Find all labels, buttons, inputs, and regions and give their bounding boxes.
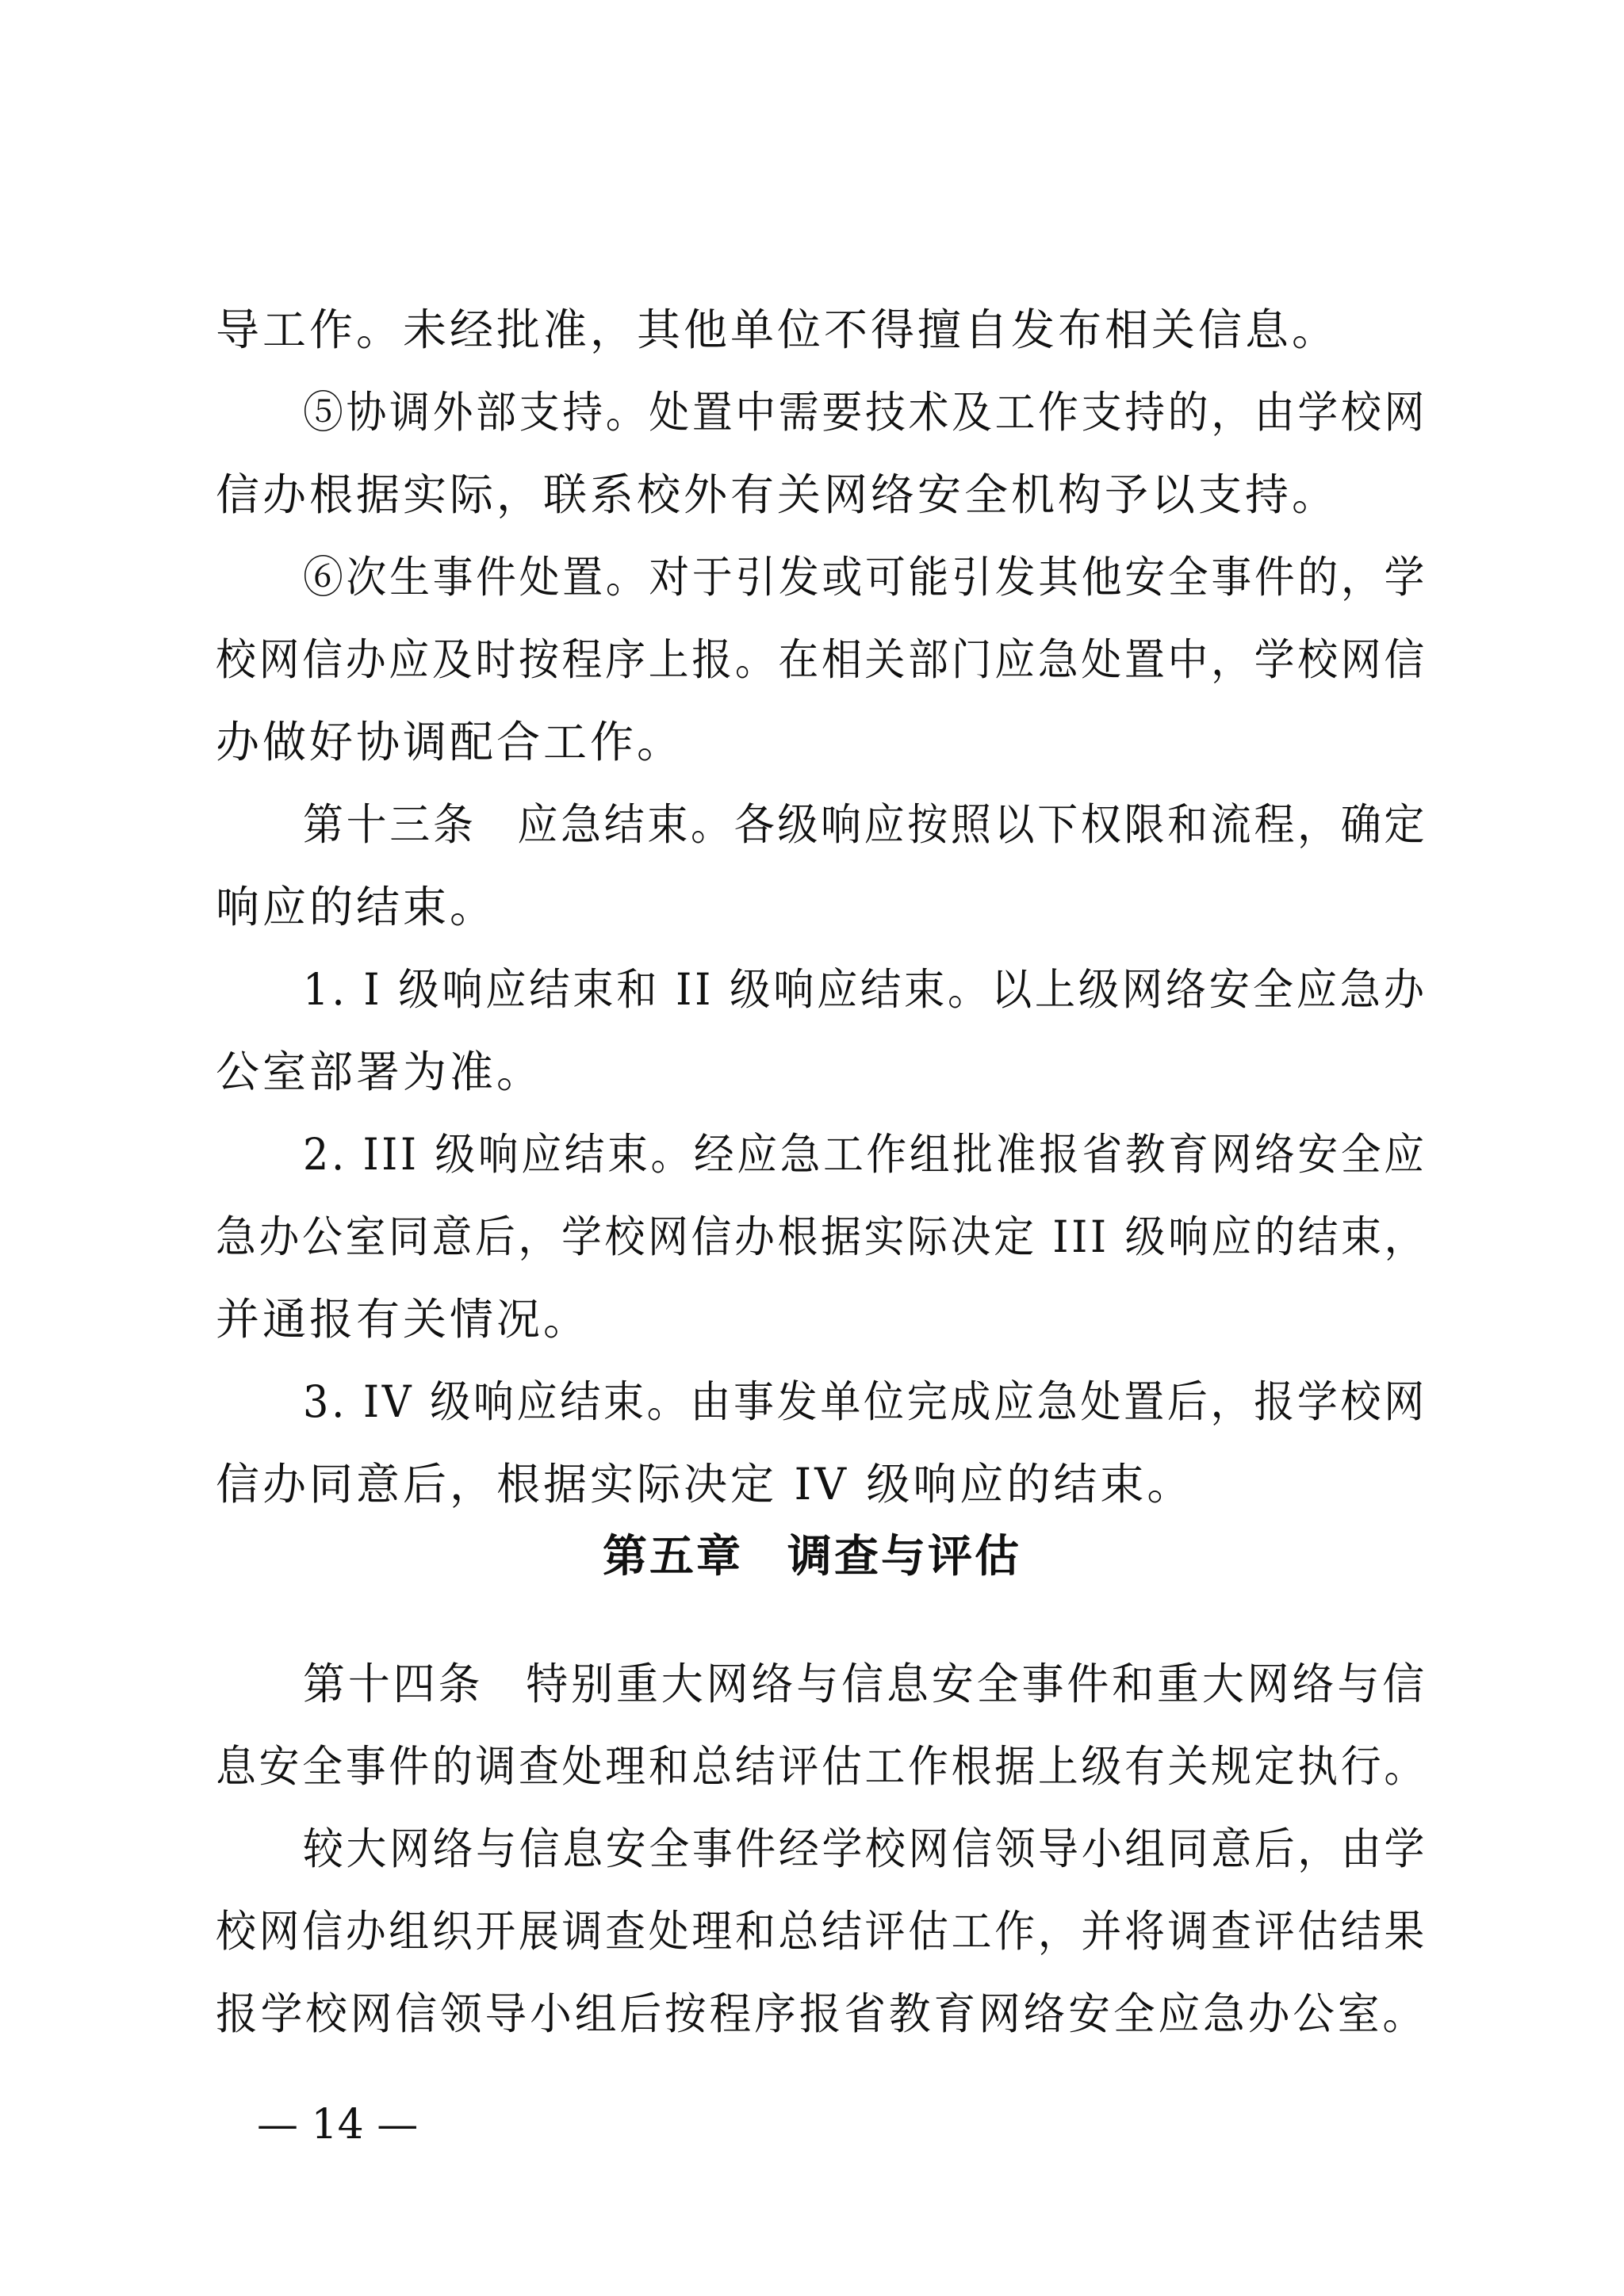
list-item-line: 并通报有关情况。 [216,1294,591,1345]
article-14-text: 特别重大网络与信息安全事件和重大网络与信 [526,1659,1428,1709]
paragraph-line: 校网信办应及时按程序上报。在相关部门应急处置中，学校网信 [216,634,1427,685]
article-13-first-line [303,796,1427,853]
list-item-line: 公室部署为准。 [216,1047,544,1097]
article-13-text: 应急结束。各级响应按照以下权限和流程，确定 [517,799,1428,850]
list-item-line: 2. III 级响应结束。经应急工作组批准报省教育网络安全应 [303,1129,1427,1180]
chapter-number: 第五章 [603,1531,743,1582]
article-14-second-line: 息安全事件的调查处理和总结评估工作根据上级有关规定执行。 [216,1741,1427,1792]
article-14-label: 第十四条 [303,1659,484,1709]
paragraph-line: ⑤协调外部支持。处置中需要技术及工作支持的，由学校网 [303,387,1428,438]
chapter-title: 调查与评估 [787,1531,1021,1582]
paragraph-line: 报学校网信领导小组后按程序报省教育网络安全应急办公室。 [216,1988,1428,2039]
page-number: — 14 — [257,2101,419,2149]
list-item-line: 1. I 级响应结束和 II 级响应结束。以上级网络安全应急办 [303,964,1427,1015]
paragraph-line: 较大网络与信息安全事件经学校网信领导小组同意后，由学 [303,1823,1428,1874]
list-item-line: 3. IV 级响应结束。由事发单位完成应急处置后，报学校网 [303,1376,1427,1427]
paragraph-line: 校网信办组织开展调查处理和总结评估工作，并将调查评估结果 [216,1906,1427,1957]
paragraph-line: ⑥次生事件处置。对于引发或可能引发其他安全事件的，学 [303,552,1428,603]
paragraph-line: 信办根据实际，联系校外有关网络安全机构予以支持。 [216,469,1339,520]
chapter-heading [0,1529,1624,1586]
paragraph-line: 导工作。未经批准，其他单位不得擅自发布相关信息。 [216,304,1339,355]
article-13-label: 第十三条 [303,799,477,850]
paragraph-line: 办做好协调配合工作。 [216,717,684,767]
list-item-line: 急办公室同意后，学校网信办根据实际决定 III 级响应的结束， [216,1211,1428,1262]
article-13-second-line: 响应的结束。 [216,882,497,932]
list-item-line: 信办同意后，根据实际决定 IV 级响应的结束。 [216,1459,1194,1510]
article-14-first-line [303,1655,1427,1712]
